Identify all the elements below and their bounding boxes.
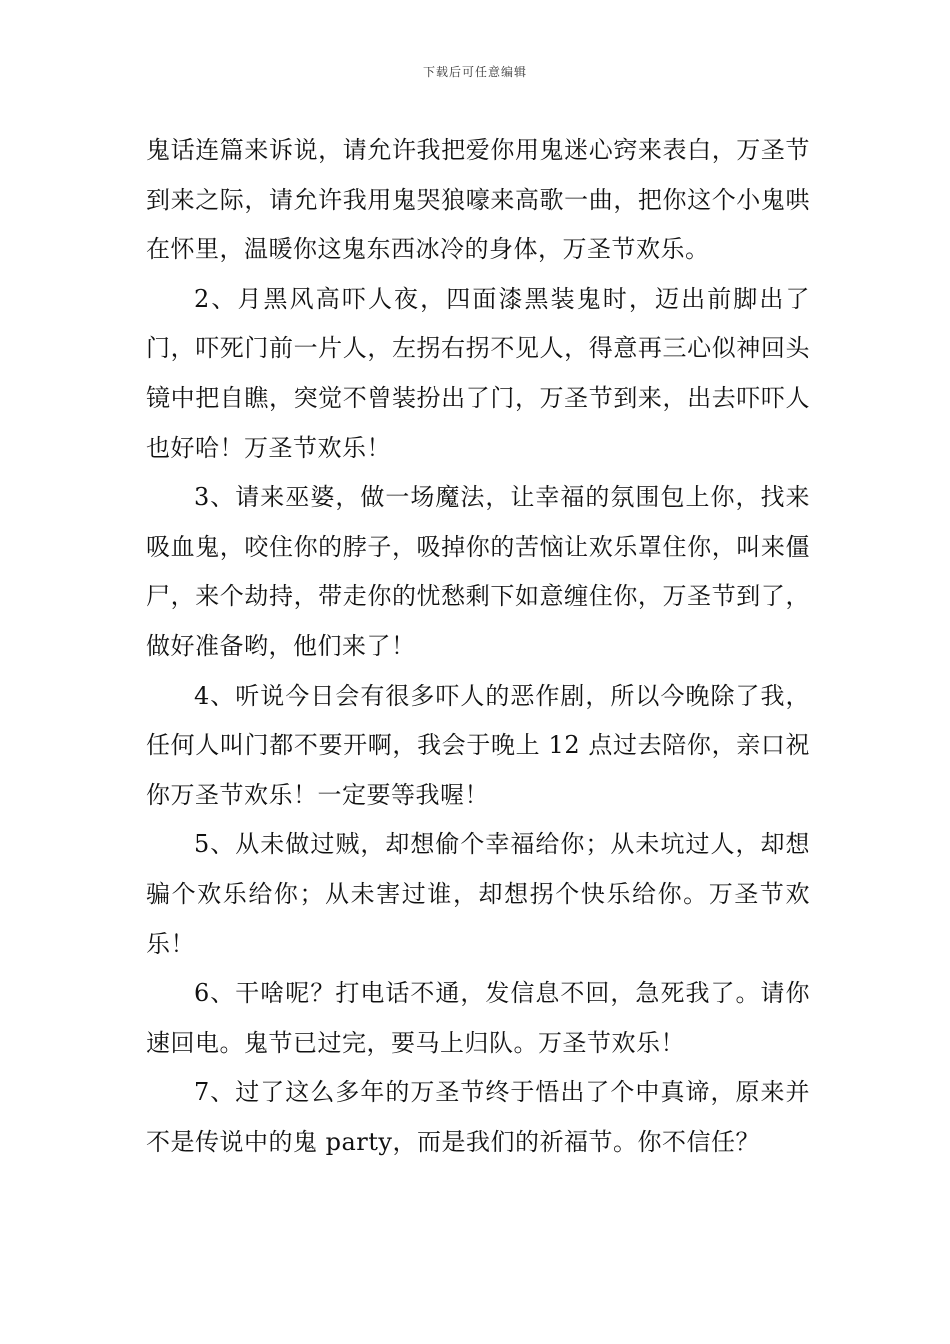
paragraph-5: 5、从未做过贼，却想偷个幸福给你；从未坑过人，却想骗个欢乐给你；从未害过谁，却想拐个快乐给你。万圣节欢乐！ [146,830,810,958]
paragraph-2: 2、月黑风高吓人夜，四面漆黑装鬼时，迈出前脚出了门，吓死门前一片人，左拐右拐不见人，得意再三心似神回头镜中把自瞧，突觉不曾装扮出了门，万圣节到来，出去吓吓人也好哈！万圣节欢乐！ [146,284,810,462]
paragraph-7: 7、过了这么多年的万圣节终于悟出了个中真谛，原来并不是传说中的鬼 party，而是我们的祈福节。你不信任？ [146,1078,810,1156]
document-body [146,126,810,1167]
paragraph-4: 4、听说今日会有很多吓人的恶作剧，所以今晚除了我，任何人叫门都不要开啊，我会于晚上 12 点过去陪你，亲口祝你万圣节欢乐！一定要等我喔！ [146,681,810,809]
paragraph-3: 3、请来巫婆，做一场魔法，让幸福的氛围包上你，找来吸血鬼，咬住你的脖子，吸掉你的苦恼让欢乐罩住你，叫来僵尸，来个劫持，带走你的忧愁剩下如意缠住你，万圣节到了，做好准备哟，他们来了！ [146,483,810,660]
page-header: 下载后可任意编辑 [422,65,527,79]
paragraph-continued: 鬼话连篇来诉说，请允许我把爱你用鬼迷心窍来表白，万圣节到来之际，请允许我用鬼哭狼嚎来高歌一曲，把你这个小鬼哄在怀里，温暖你这鬼东西冰冷的身体，万圣节欢乐。 [146,136,810,264]
paragraph-6: 6、干啥呢？打电话不通，发信息不回，急死我了。请你速回电。鬼节已过完，要马上归队。万圣节欢乐！ [146,979,810,1057]
